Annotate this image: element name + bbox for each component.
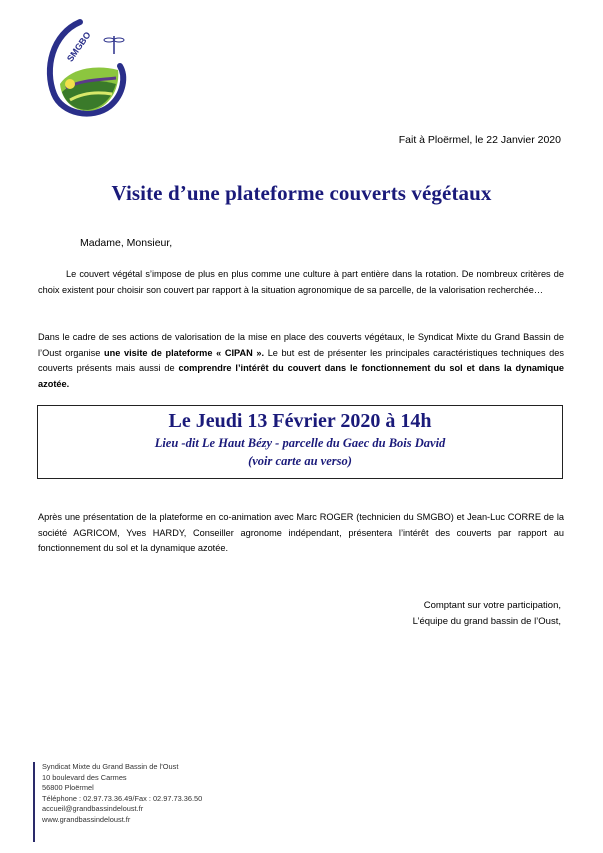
footer-contact <box>33 762 202 842</box>
smgbo-logo <box>40 14 130 124</box>
event-date: Le Jeudi 13 Février 2020 à 14h <box>168 410 432 432</box>
event-note: (voir carte au verso) <box>248 454 352 468</box>
closing-line: L’équipe du grand bassin de l’Oust, <box>412 616 561 627</box>
greeting: Madame, Monsieur, <box>80 237 173 249</box>
bold-text: une visite de plateforme « CIPAN ». <box>104 347 265 358</box>
bold-text: comprendre l’intérêt du couvert dans le fonctionnement du sol et dans la dynamique azotée. <box>38 363 564 389</box>
paragraph-text: Dans le cadre de ses actions de valorisation de la mise en place des couverts végétaux, le Syndicat Mixte du Grand Bassin de l’Oust organise <box>38 332 564 358</box>
page-title: Visite d’une plateforme couverts végétaux <box>111 181 492 205</box>
footer-org: Syndicat Mixte du Grand Bassin de l’Oust <box>42 762 179 771</box>
program-paragraph <box>38 510 564 557</box>
paragraph-text: Le but est de présenter les principales caractéristiques techniques des couverts présents mais aussi de <box>38 347 565 373</box>
footer-website[interactable]: www.grandbassindeloust.fr <box>42 814 131 824</box>
paragraph-text: Le couvert végétal s’impose de plus en plus comme une culture à part entière dans la rotation. De nombreux critères de choix existent pour choisir son couvert par rapport à la situation agronomique de sa parcelle, de la valorisation recherchée… <box>38 269 564 295</box>
smgbo-logo-graphic <box>40 14 130 124</box>
closing <box>413 598 561 630</box>
event-place: Lieu -dit Le Haut Bézy - parcelle du Gaec du Bois David <box>154 436 446 450</box>
event-box <box>37 405 563 479</box>
footer-email[interactable]: accueil@grandbassindeloust.fr <box>42 804 144 813</box>
closing-line: Comptant sur votre participation, <box>423 600 561 611</box>
footer-address: 10 boulevard des Carmes <box>42 772 127 782</box>
footer-phone: Téléphone : 02.97.73.36.49/Fax : 02.97.73.36.50 <box>42 793 203 803</box>
context-paragraph <box>38 330 564 392</box>
intro-paragraph <box>38 267 564 298</box>
date-line: Fait à Ploërmel, le 22 Janvier 2020 <box>398 134 561 146</box>
paragraph-text: Après une présentation de la plateforme en co-animation avec Marc ROGER (technicien du SMGBO) et Jean-Luc CORRE de la société AGRICOM, Yves HARDY, Conseiller agronome indépendant, présentera l’intérêt des couverts par rapport au fonctionnement du sol et la dynamique azotée. <box>38 512 564 553</box>
footer-city: 56800 Ploërmel <box>42 783 94 792</box>
logo-text: SMGBO <box>64 29 93 64</box>
